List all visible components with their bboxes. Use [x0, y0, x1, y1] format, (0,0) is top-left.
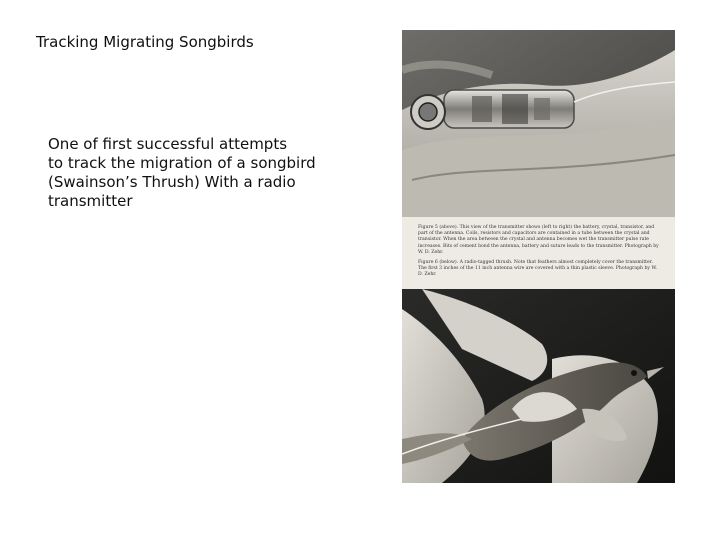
slide-title: Tracking Migrating Songbirds — [36, 33, 254, 51]
caption-line: transmitter — [48, 192, 133, 210]
figure-caption-lower: Figure 6 (below). A radio-tagged thrush. Note that feathers almost completely cover the transmitter. The first 3 inches of the 11 inch antenna wire are covered with a thin plastic sleeve. Photograph by W. D. Zehr. — [418, 260, 657, 278]
caption-line: to track the migration of a songbird — [48, 154, 316, 172]
slide-caption — [48, 135, 348, 211]
scanned-book-page — [402, 30, 675, 483]
thrush-photo — [402, 289, 675, 483]
caption-line: One of first successful attempts — [48, 135, 288, 153]
caption-line: (Swainson’s Thrush) With a radio — [48, 173, 296, 191]
book-figure-caption — [402, 217, 675, 289]
transmitter-photo — [402, 30, 675, 217]
figure-caption-upper: Figure 5 (above). This view of the transmitter shows (left to right) the battery, crystal, transistor, and part of the antenna. Coils, resistors and capacitors are contained in a tube between the crystal and transistor. When the area between the crystal and antenna becomes wet the transmitter pulse rate increases. Bits of cement bond the antenna, battery and suture leads to the transmitter. Photograph by W. D. Zehr. — [418, 225, 659, 255]
